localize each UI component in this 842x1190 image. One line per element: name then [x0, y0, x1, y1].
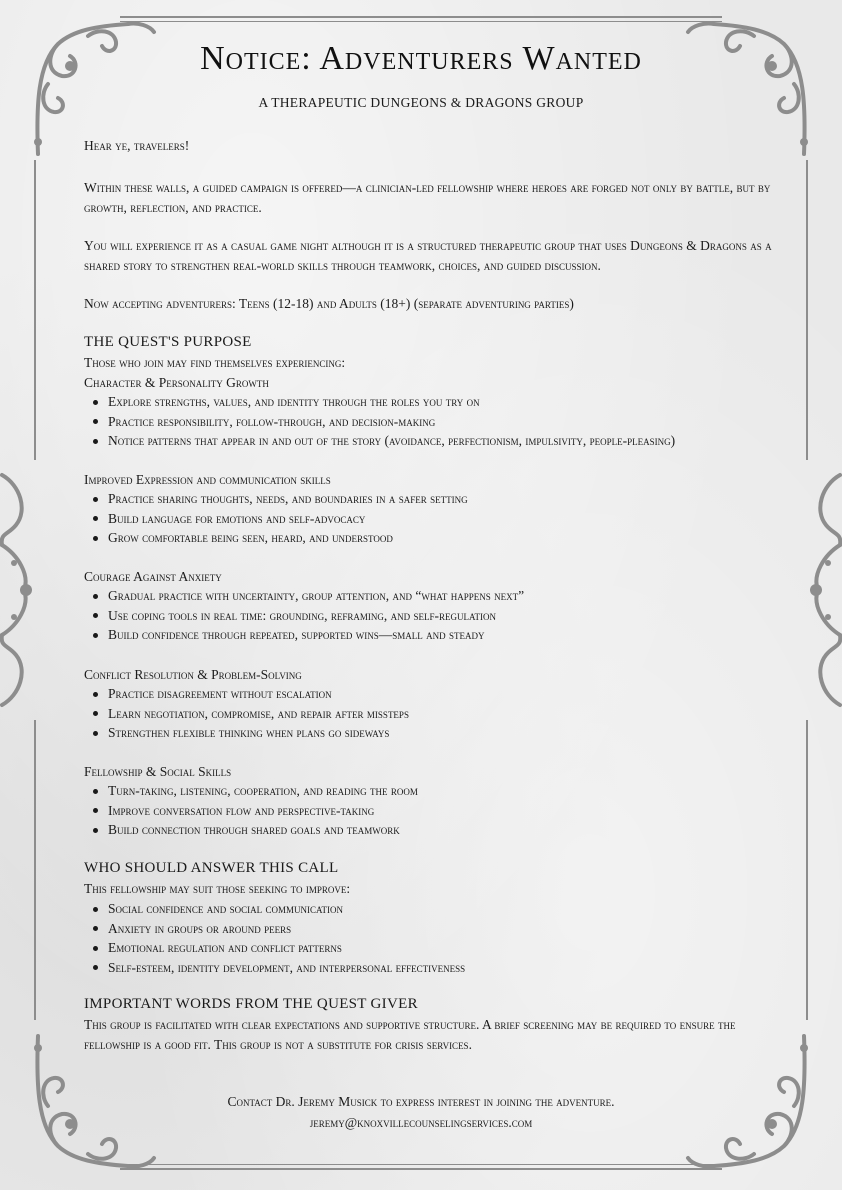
list-item: Turn-taking, listening, cooperation, and reading the room [84, 781, 774, 801]
page-subtitle: A THERAPEUTIC DUNGEONS & DRAGONS GROUP [258, 95, 584, 110]
frame-bottom-line-inner [120, 1164, 722, 1165]
frame-bottom-line [120, 1168, 722, 1170]
bullet-icon [93, 692, 98, 697]
list-item: Emotional regulation and conflict patterns [84, 938, 774, 958]
bullet-icon [93, 594, 98, 599]
contact-line: Contact Dr. Jeremy Musick to express interest in joining the adventure. [227, 1094, 615, 1109]
greeting: Hear ye, travelers! [84, 138, 190, 153]
who-lead: This fellowship may suit those seeking to improve: [84, 881, 351, 896]
bullet-icon [93, 516, 98, 521]
frame-left-line-upper [34, 160, 36, 460]
group-title-expression: Improved Expression and communication skills [84, 472, 331, 487]
list-item: Grow comfortable being seen, heard, and understood [84, 528, 774, 548]
list-item: Gradual practice with uncertainty, group attention, and “what happens next” [84, 586, 774, 606]
page-title: Notice: Adventurers Wanted [200, 40, 642, 77]
bullet-icon [93, 907, 98, 912]
bullet-icon [93, 536, 98, 541]
purpose-heading: THE QUEST'S PURPOSE [84, 334, 252, 350]
intro-paragraph-1: Within these walls, a guided campaign is offered—a clinician-led fellowship where heroes are forged not only by battle, but by growth, reflection, and practice. [84, 180, 771, 215]
bullet-icon [93, 808, 98, 813]
group-list-character [84, 392, 774, 451]
contact-email[interactable]: jeremy@knoxvillecounselingservices.com [309, 1115, 533, 1130]
who-list [84, 899, 774, 977]
list-item: Build confidence through repeated, supported wins—small and steady [84, 625, 774, 645]
bullet-icon [93, 731, 98, 736]
bullet-icon [93, 497, 98, 502]
frame-right-line-upper [806, 160, 808, 460]
list-item: Self-esteem, identity development, and interpersonal effectiveness [84, 958, 774, 978]
list-item: Build language for emotions and self-advocacy [84, 509, 774, 529]
list-item: Explore strengths, values, and identity through the roles you try on [84, 392, 774, 412]
bullet-icon [93, 419, 98, 424]
list-item: Anxiety in groups or around peers [84, 919, 774, 939]
list-item: Practice disagreement without escalation [84, 684, 774, 704]
bullet-icon [93, 613, 98, 618]
side-flourish-left [0, 465, 46, 715]
bullet-icon [93, 926, 98, 931]
list-item: Strengthen flexible thinking when plans go sideways [84, 723, 774, 743]
group-title-character: Character & Personality Growth [84, 375, 269, 390]
bullet-icon [93, 789, 98, 794]
bullet-icon [93, 965, 98, 970]
group-list-conflict [84, 684, 774, 743]
list-item: Practice responsibility, follow-through, and decision-making [84, 412, 774, 432]
group-list-fellowship [84, 781, 774, 840]
frame-top-line-inner [120, 21, 722, 22]
frame-left-line-lower [34, 720, 36, 1020]
frame-right-line-lower [806, 720, 808, 1020]
who-heading: WHO SHOULD ANSWER THIS CALL [84, 860, 339, 876]
group-list-expression [84, 489, 774, 548]
group-title-anxiety: Courage Against Anxiety [84, 569, 222, 584]
bullet-icon [93, 946, 98, 951]
bullet-icon [93, 439, 98, 444]
important-text: This group is facilitated with clear expectations and supportive structure. A brief screening may be required to ensure the fellowship is a good fit. This group is not a substitute for crisis services. [84, 1017, 736, 1052]
bullet-icon [93, 400, 98, 405]
list-item: Practice sharing thoughts, needs, and boundaries in a safer setting [84, 489, 774, 509]
list-item: Social confidence and social communication [84, 899, 774, 919]
bullet-icon [93, 828, 98, 833]
intro-paragraph-2: You will experience it as a casual game night although it is a structured therapeutic group that uses Dungeons & Dragons as a shared story to strengthen real-world skills through teamwork, choices, and guided discussion. [84, 238, 772, 273]
purpose-lead: Those who join may find themselves experiencing: [84, 355, 346, 370]
list-item: Notice patterns that appear in and out of the story (avoidance, perfectionism, impulsivity, people-pleasing) [84, 431, 774, 451]
list-item: Use coping tools in real time: grounding, reframing, and self-regulation [84, 606, 774, 626]
frame-top-line [120, 16, 722, 18]
list-item: Improve conversation flow and perspective-taking [84, 801, 774, 821]
list-item: Build connection through shared goals and teamwork [84, 820, 774, 840]
group-title-fellowship: Fellowship & Social Skills [84, 764, 232, 779]
list-item: Learn negotiation, compromise, and repair after missteps [84, 704, 774, 724]
bullet-icon [93, 633, 98, 638]
important-heading: IMPORTANT WORDS FROM THE QUEST GIVER [84, 996, 418, 1012]
side-flourish-right [796, 465, 842, 715]
accepting-line: Now accepting adventurers: Teens (12-18) and Adults (18+) (separate adventuring parties) [84, 296, 574, 311]
group-list-anxiety [84, 586, 774, 645]
bullet-icon [93, 711, 98, 716]
group-title-conflict: Conflict Resolution & Problem-Solving [84, 667, 302, 682]
